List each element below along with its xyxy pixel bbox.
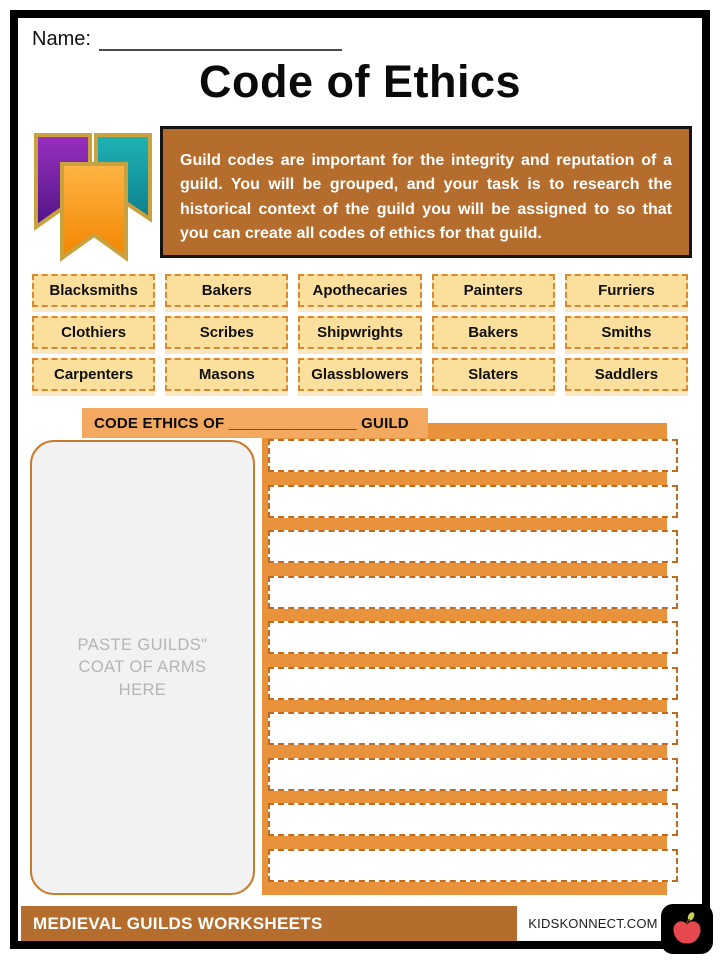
guild-button-row-2 <box>32 316 688 349</box>
writing-line-8[interactable] <box>268 758 678 791</box>
guild-button-apothecaries[interactable]: Apothecaries <box>298 274 421 307</box>
coat-of-arms-placeholder: PASTE GUILDS" COAT OF ARMS HERE <box>77 636 208 699</box>
name-blank-line[interactable] <box>99 29 342 51</box>
guild-button-scribes[interactable]: Scribes <box>165 316 288 349</box>
guild-button-saddlers[interactable]: Saddlers <box>565 358 688 391</box>
guild-button-furriers[interactable]: Furriers <box>565 274 688 307</box>
guild-button-row-1 <box>32 274 688 307</box>
writing-line-10[interactable] <box>268 849 678 882</box>
writing-line-9[interactable] <box>268 803 678 836</box>
guild-button-blacksmiths[interactable]: Blacksmiths <box>32 274 155 307</box>
name-label: Name: <box>32 28 91 50</box>
intro-text: Guild codes are important for the integrity and reputation of a guild. You will be grouped, and your task is to research the historical context of the guild you will be assigned to so that you can create all codes of ethics for that guild. <box>180 152 672 242</box>
guild-button-bakers-2[interactable]: Bakers <box>432 316 555 349</box>
writing-line-5[interactable] <box>268 621 678 654</box>
guild-button-carpenters[interactable]: Carpenters <box>32 358 155 391</box>
section-header: CODE ETHICS OF _______________ GUILD <box>82 408 428 438</box>
intro-box <box>160 126 692 258</box>
guild-button-clothiers[interactable]: Clothiers <box>32 316 155 349</box>
guild-button-masons[interactable]: Masons <box>165 358 288 391</box>
footer-title: MEDIEVAL GUILDS WORKSHEETS <box>33 913 323 933</box>
name-row <box>32 28 342 51</box>
guild-button-smiths[interactable]: Smiths <box>565 316 688 349</box>
guild-banners-icon <box>33 132 153 262</box>
writing-line-3[interactable] <box>268 530 678 563</box>
guild-button-shipwrights[interactable]: Shipwrights <box>298 316 421 349</box>
footer-title-bar <box>21 906 517 941</box>
writing-line-4[interactable] <box>268 576 678 609</box>
guild-button-glassblowers[interactable]: Glassblowers <box>298 358 421 391</box>
writing-line-2[interactable] <box>268 485 678 518</box>
page-title: Code of Ethics <box>198 56 522 107</box>
apple-logo-icon <box>661 904 713 954</box>
guild-button-bakers[interactable]: Bakers <box>165 274 288 307</box>
guild-button-painters[interactable]: Painters <box>432 274 555 307</box>
writing-line-7[interactable] <box>268 712 678 745</box>
site-label: KIDSKONNECT.COM <box>528 916 658 931</box>
writing-line-6[interactable] <box>268 667 678 700</box>
guild-button-row-3 <box>32 358 688 391</box>
writing-line-1[interactable] <box>268 439 678 472</box>
coat-of-arms-paste-box[interactable] <box>30 440 255 895</box>
guild-button-slaters[interactable]: Slaters <box>432 358 555 391</box>
